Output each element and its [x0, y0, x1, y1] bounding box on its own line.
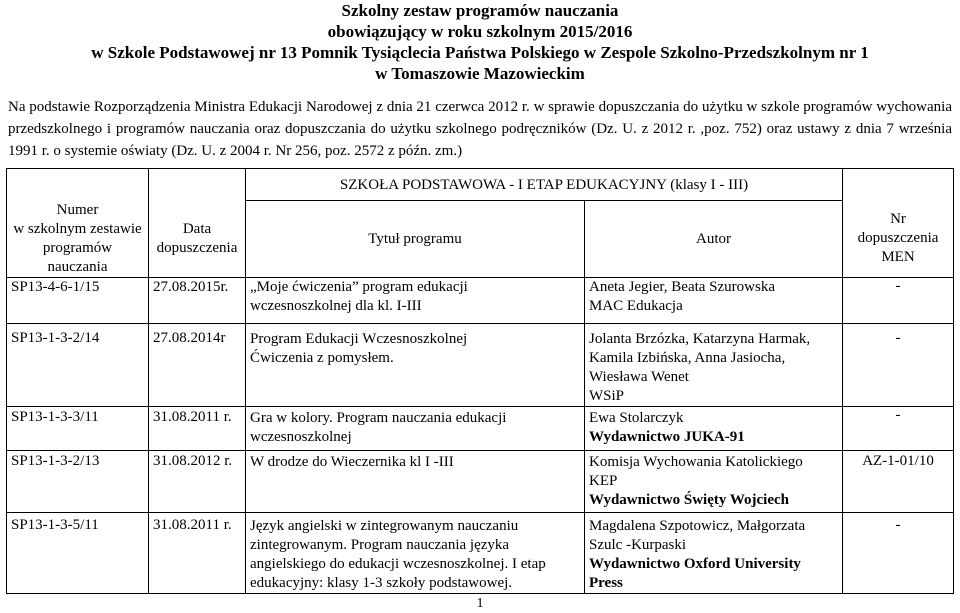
row-title-line: zintegrowanym. Program nauczania języka	[250, 536, 510, 553]
row-title-line: Język angielski w zintegrowanym nauczaniu	[250, 517, 519, 534]
row-title-line: Gra w kolory. Program nauczania edukacji	[250, 409, 507, 426]
header-date-line: dopuszczenia	[156, 239, 238, 256]
table-row	[7, 512, 954, 593]
table-row	[7, 323, 954, 406]
row-title-line: Ćwiczenia z pomysłem.	[250, 349, 394, 366]
table-row	[7, 406, 954, 450]
row-title-line: wczesnoszkolnej	[250, 428, 352, 445]
table-school-header-row	[7, 169, 954, 201]
row-author-line: Ewa Stolarczyk	[589, 409, 684, 426]
table-row	[7, 277, 954, 323]
programs-table	[6, 168, 954, 594]
row-author-publisher: Wydawnictwo Oxford University	[589, 555, 801, 572]
row-author-line: WSiP	[589, 387, 625, 404]
row-title-line: angielskiego do edukacji wczesnoszkolnej. I etap	[250, 555, 546, 572]
row-author-line: Komisja Wychowania Katolickiego	[589, 453, 803, 470]
row-date: 27.08.2014r	[149, 323, 246, 406]
page-number: 1	[476, 596, 484, 611]
title-line-2: obowiązujący w roku szkolnym 2015/2016	[327, 22, 633, 41]
row-title-line: edukacyjny: klasy 1-3 szkoły podstawowej.	[250, 574, 513, 591]
row-author-line: Aneta Jegier, Beata Szurowska	[589, 278, 775, 295]
row-title-line: „Moje ćwiczenia” program edukacji	[250, 278, 468, 295]
row-author	[585, 277, 843, 323]
row-number: SP13-1-3-3/11	[7, 406, 149, 450]
row-author-publisher: Wydawnictwo JUKA-91	[589, 428, 745, 445]
row-date: 31.08.2011 r.	[149, 512, 246, 593]
row-author-line: Jolanta Brzózka, Katarzyna Harmak,	[589, 330, 811, 347]
header-title: Tytuł programu	[246, 201, 585, 278]
table-header-row	[7, 201, 954, 278]
row-title	[246, 323, 585, 406]
header-number-line: w szkolnym zestawie	[13, 220, 142, 237]
row-title-line: wczesnoszkolnej dla kl. I-III	[250, 297, 422, 314]
row-men: AZ-1-01/10	[843, 450, 954, 512]
header-author: Autor	[585, 201, 843, 278]
title-line-4: w Tomaszowie Mazowieckim	[375, 64, 585, 83]
row-title-line: W drodze do Wieczernika kl I -III	[250, 453, 454, 470]
header-men-line: dopuszczenia	[857, 230, 939, 246]
row-number: SP13-4-6-1/15	[7, 277, 149, 323]
header-number	[7, 201, 149, 278]
row-author-line: Magdalena Szpotowicz, Małgorzata	[589, 517, 806, 534]
row-date: 31.08.2012 r.	[149, 450, 246, 512]
row-author-line: KEP	[589, 472, 618, 489]
header-men-line: MEN	[881, 249, 915, 265]
row-author-line: MAC Edukacja	[589, 297, 683, 314]
row-author	[585, 450, 843, 512]
title-line-1: Szkolny zestaw programów nauczania	[341, 1, 619, 20]
header-men-line: Nr	[890, 211, 906, 227]
row-author-publisher: Wydawnictwo Święty Wojciech	[589, 491, 789, 508]
row-title	[246, 277, 585, 323]
row-author-line: Wiesława Wenet	[589, 368, 689, 385]
header-number-line: Numer	[56, 201, 99, 218]
row-number: SP13-1-3-2/13	[7, 450, 149, 512]
row-title	[246, 406, 585, 450]
row-author	[585, 323, 843, 406]
title-line-3: w Szkole Podstawowej nr 13 Pomnik Tysiąclecia Państwa Polskiego w Zespole Szkolno-Przedszkolnym nr 1	[91, 43, 869, 62]
row-author	[585, 406, 843, 450]
row-men: -	[843, 512, 954, 593]
header-number-line: programów	[42, 239, 113, 256]
header-date	[149, 201, 246, 278]
row-men: -	[843, 406, 954, 450]
header-number-top	[7, 169, 149, 201]
row-author-line: Szulc -Kurpaski	[589, 536, 687, 553]
header-men	[843, 201, 954, 278]
document-title	[0, 0, 960, 84]
row-title	[246, 450, 585, 512]
row-men: -	[843, 277, 954, 323]
row-author-line: Kamila Izbińska, Anna Jasiocha,	[589, 349, 786, 366]
row-author	[585, 512, 843, 593]
row-number: SP13-1-3-2/14	[7, 323, 149, 406]
header-date-top	[149, 169, 246, 201]
row-author-publisher: Press	[589, 574, 623, 591]
header-men-top	[843, 169, 954, 201]
intro-paragraph: Na podstawie Rozporządzenia Ministra Edukacji Narodowej z dnia 21 czerwca 2012 r. w sprawie dopuszczania do użytku w szkole programów wychowania przedszkolnego i programów nauczania oraz dopuszczania do użytku szkolnego podręczników (Dz. U. z 2012 r. ,poz. 752) oraz ustawy z dnia 7 września 1991 r. o systemie oświaty (Dz. U. z 2004 r. Nr 256, poz. 2572 z późn. zm.)	[8, 99, 952, 159]
header-number-line: nauczania	[47, 258, 108, 275]
school-header: SZKOŁA PODSTAWOWA - I ETAP EDUKACYJNY (klasy I - III)	[246, 169, 843, 201]
table-row	[7, 450, 954, 512]
row-men: -	[843, 323, 954, 406]
row-date: 27.08.2015r.	[149, 277, 246, 323]
header-date-line: Data	[182, 220, 212, 237]
row-date: 31.08.2011 r.	[149, 406, 246, 450]
row-title	[246, 512, 585, 593]
row-number: SP13-1-3-5/11	[7, 512, 149, 593]
row-title-line: Program Edukacji Wczesnoszkolnej	[250, 330, 468, 347]
